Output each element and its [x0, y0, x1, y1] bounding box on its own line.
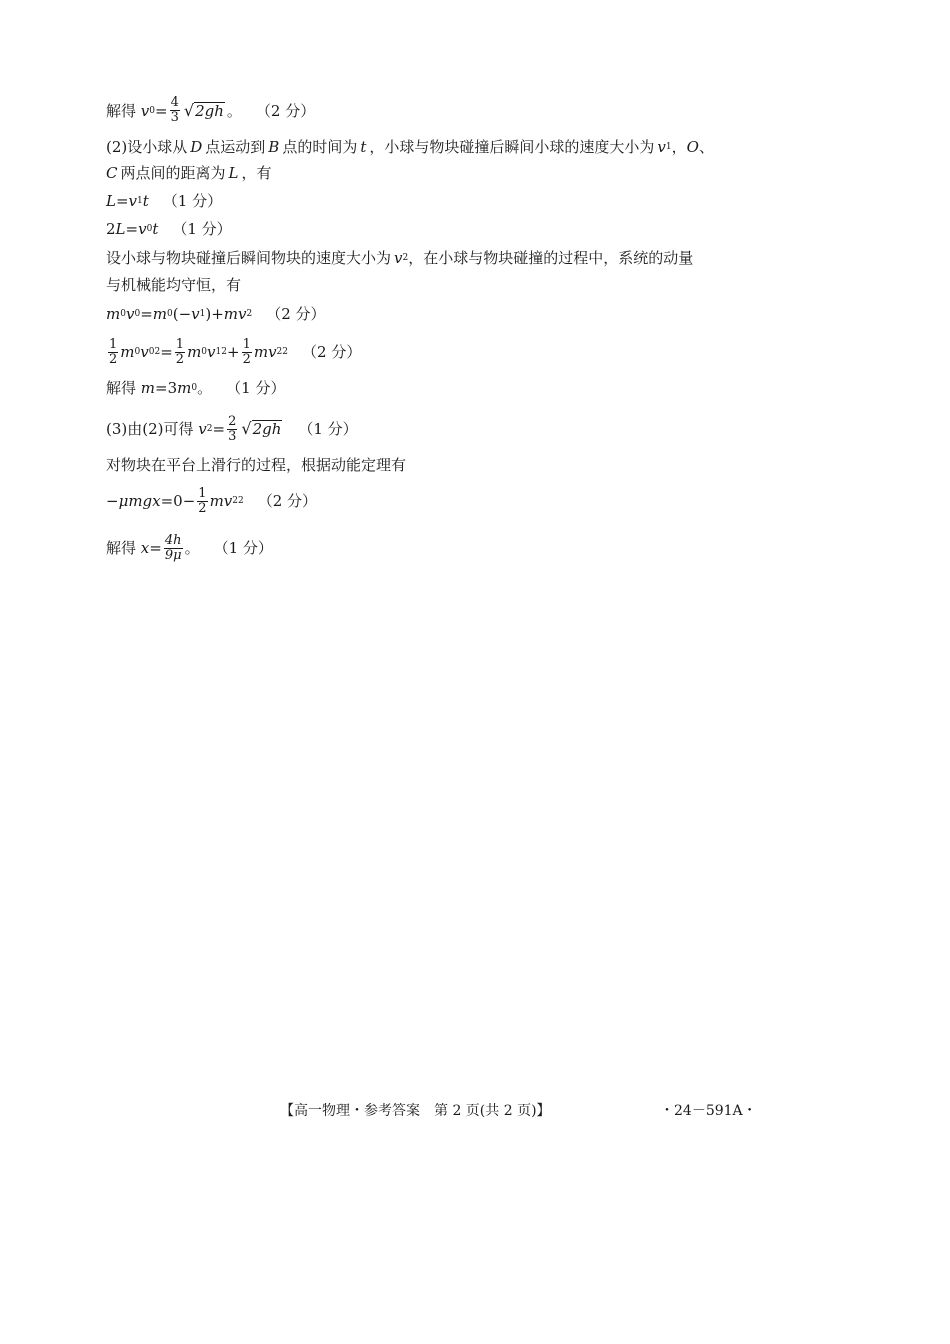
score: （2 分）: [257, 492, 318, 510]
var-l: L: [106, 192, 116, 210]
equals: =: [155, 101, 168, 120]
period: 。: [197, 379, 213, 397]
fraction: [242, 338, 252, 367]
sub: 2: [276, 347, 283, 357]
prefix: 解得: [106, 539, 137, 557]
sub: 0: [134, 309, 141, 319]
var-l: L: [228, 164, 239, 182]
solution-line-x: [106, 531, 273, 565]
var-v: v: [657, 138, 666, 156]
equals: =: [140, 305, 153, 323]
solution-line-mass: [106, 378, 285, 398]
numerator: 1: [198, 485, 207, 501]
var-v: v: [140, 101, 150, 120]
equals: =0−: [160, 492, 196, 510]
var-v: v: [125, 305, 135, 323]
denominator: 2: [198, 500, 207, 516]
score: （1 分）: [213, 539, 273, 557]
solution-line-part2-intro: [106, 137, 714, 157]
var-m: m: [140, 379, 156, 397]
text: ，小球与物块碰撞后瞬间小球的速度大小为: [369, 138, 655, 156]
var-m: m: [120, 343, 135, 361]
page-footer-title: 【高一物理・参考答案 第 2 页(共 2 页)】: [280, 1103, 551, 1119]
denominator: 2: [242, 351, 251, 367]
text: 与机械能均守恒，有: [106, 276, 242, 294]
text: 点的时间为: [282, 138, 358, 156]
sub: 2: [246, 309, 253, 319]
solution-line-energy-theorem: [106, 455, 406, 475]
point-d: D: [190, 138, 203, 156]
period: 。: [184, 539, 200, 557]
sub: 0: [148, 347, 155, 357]
numerator: 4: [170, 95, 179, 110]
score: （2 分）: [255, 101, 316, 120]
equals: =3: [155, 379, 178, 397]
square-root: √ 2gh: [183, 100, 224, 120]
sup: 2: [238, 496, 244, 506]
paren-plus: )+: [205, 305, 224, 323]
var-v: v: [140, 343, 149, 361]
equals: =: [149, 539, 162, 557]
var-m: m: [177, 379, 192, 397]
var-t: t: [152, 220, 159, 238]
var-x: x: [140, 539, 150, 557]
text: ，在小球与物块碰撞的过程中，系统的动量: [408, 249, 694, 267]
point-b: B: [268, 138, 280, 156]
numerator: 1: [109, 336, 118, 352]
solution-line-v0: [106, 96, 315, 125]
var-l: L: [115, 220, 126, 238]
prefix: 解得: [106, 101, 137, 120]
point-o: O: [686, 138, 699, 156]
sub: 0: [201, 347, 208, 357]
var-v: v: [394, 249, 403, 267]
fraction: [170, 96, 180, 125]
equals: =: [212, 420, 226, 438]
sub: 0: [149, 105, 156, 116]
plus: +: [226, 343, 240, 361]
equation-energy: [106, 335, 361, 369]
fraction: [227, 415, 237, 444]
var-t: t: [142, 192, 149, 210]
sup: 2: [282, 347, 289, 357]
var-m: m: [152, 305, 167, 323]
radicand: 2gh: [252, 420, 282, 438]
equation-l: [106, 191, 222, 211]
fraction: [164, 534, 183, 563]
sub: 0: [146, 224, 153, 234]
sub: 0: [134, 347, 141, 357]
sup: 2: [154, 347, 161, 357]
fraction: [197, 487, 207, 516]
score: （1 分）: [298, 420, 358, 438]
var-mv: mv: [209, 492, 233, 510]
sub: 1: [215, 347, 222, 357]
square-root: √ 2gh: [241, 419, 282, 438]
numerator: 2: [228, 413, 237, 429]
text: 、: [698, 138, 714, 156]
denominator: 2: [109, 351, 118, 367]
var-m: m: [187, 343, 202, 361]
score: （1 分）: [172, 220, 232, 238]
paren: (−: [172, 305, 192, 323]
denominator: 9μ: [164, 547, 182, 563]
numerator: 4h: [164, 532, 182, 548]
solution-line-v2: [106, 412, 358, 446]
var-m: m: [106, 305, 121, 323]
text: ，有: [241, 164, 272, 182]
sub: 0: [191, 383, 198, 393]
denominator: 3: [170, 110, 179, 125]
var-v: v: [207, 343, 216, 361]
sub: 1: [199, 309, 206, 319]
denominator: 2: [175, 351, 185, 367]
numerator: 1: [242, 336, 251, 352]
fraction: [175, 338, 185, 367]
coefficient: 2: [106, 220, 116, 238]
denominator: 3: [228, 428, 237, 444]
score: （1 分）: [226, 379, 286, 397]
sub: 0: [167, 309, 173, 319]
var-v: v: [198, 420, 207, 438]
equation-2l: [106, 219, 232, 239]
solution-line-oc-distance: [106, 163, 271, 183]
period: 。: [226, 101, 242, 120]
sub: 2: [206, 424, 213, 434]
solution-line-collision: [106, 248, 693, 268]
text: (2)设小球从: [106, 138, 188, 156]
text: 两点间的距离为: [120, 164, 226, 182]
fraction: [108, 338, 118, 367]
var-v: v: [128, 192, 138, 210]
equation-friction: [106, 484, 317, 518]
prefix: (3)由(2)可得: [106, 420, 194, 438]
expr: −μmgx: [106, 492, 161, 510]
radicand: 2gh: [195, 101, 224, 120]
score: （1 分）: [162, 192, 223, 210]
sub: 1: [137, 196, 143, 206]
var-mv: mv: [223, 305, 247, 323]
sub: 2: [232, 496, 239, 506]
prefix: 解得: [106, 379, 137, 397]
sub: 2: [402, 253, 409, 263]
point-c: C: [106, 164, 118, 182]
numerator: 1: [175, 336, 185, 352]
score: （2 分）: [266, 305, 326, 323]
sub: 0: [120, 309, 126, 319]
var-mv: mv: [253, 343, 277, 361]
var-v: v: [138, 220, 147, 238]
var-t: t: [360, 138, 367, 156]
score: （2 分）: [302, 343, 362, 361]
var-v: v: [191, 305, 200, 323]
equals: =: [125, 220, 139, 238]
equals: =: [115, 192, 129, 210]
sup: 2: [221, 347, 227, 357]
page-footer-code: ・24－591A・: [660, 1103, 757, 1119]
text: 点运动到: [205, 138, 266, 156]
sub: 1: [665, 142, 672, 152]
equals: =: [160, 343, 173, 361]
solution-line-conservation: [106, 275, 241, 295]
text: 设小球与物块碰撞后瞬间物块的速度大小为: [106, 249, 392, 267]
comma: ，: [671, 138, 687, 156]
equation-momentum: [106, 304, 326, 324]
text: 对物块在平台上滑行的过程，根据动能定理有: [106, 456, 407, 474]
